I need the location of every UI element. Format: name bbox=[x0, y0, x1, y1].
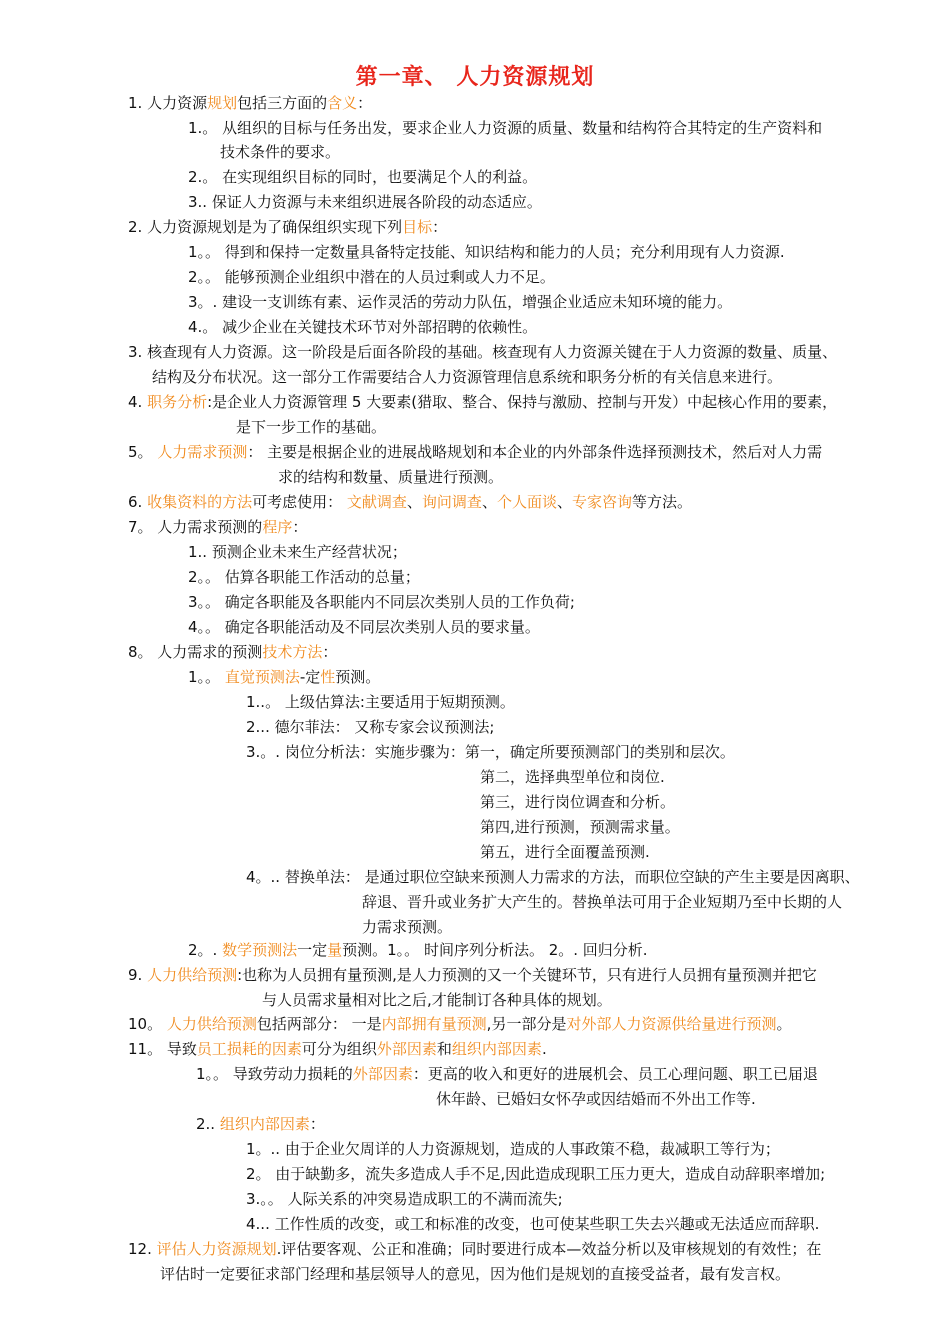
text-segment: 辞退、晋升或业务扩大产生的。替换单法可用于企业短期乃至中长期的人 bbox=[362, 893, 843, 911]
text-line bbox=[188, 667, 380, 687]
highlighted-term: 内部拥有量预测 bbox=[381, 1015, 487, 1033]
text-line bbox=[128, 442, 822, 462]
highlighted-term: 专家咨询 bbox=[571, 493, 632, 511]
text-segment: .评估要客观、公正和准确；同时要进行成本—效益分析以及审核规划的有效性；在 bbox=[276, 1240, 822, 1258]
text-segment: ： bbox=[432, 218, 448, 236]
text-segment: 预测。 bbox=[335, 668, 381, 686]
text-segment: 、 bbox=[406, 493, 422, 511]
text-line bbox=[152, 367, 782, 387]
text-segment: 等方法。 bbox=[632, 493, 693, 511]
text-segment: ：更高的收入和更好的进展机会、员工心理问题、职工已届退 bbox=[412, 1065, 818, 1083]
text-segment: 第五，进行全面覆盖预测. bbox=[480, 843, 650, 861]
text-segment: 包括两部分： 一是 bbox=[256, 1015, 382, 1033]
highlighted-term: 目标 bbox=[402, 218, 433, 236]
highlighted-term: 含义 bbox=[327, 94, 358, 112]
highlighted-term: 组织内部因素 bbox=[451, 1040, 542, 1058]
text-line bbox=[128, 965, 817, 985]
text-segment: 第四,进行预测，预测需求量。 bbox=[480, 818, 680, 836]
text-segment: 9. bbox=[128, 966, 148, 984]
highlighted-term: 人力供给预测 bbox=[166, 1015, 257, 1033]
text-segment: 技术条件的要求。 bbox=[220, 143, 341, 161]
highlighted-term: 职务分析 bbox=[147, 393, 208, 411]
text-line bbox=[246, 1164, 825, 1184]
text-line bbox=[278, 467, 503, 487]
text-segment: 可考虑使用： bbox=[252, 493, 347, 511]
text-segment: 2。。 估算各职能工作活动的总量； bbox=[188, 568, 420, 586]
text-segment: ,另一部分是 bbox=[486, 1015, 567, 1033]
text-segment: 10。 bbox=[128, 1015, 167, 1033]
text-segment: ： bbox=[309, 1115, 325, 1133]
text-segment: 评估时一定要征求部门经理和基层领导人的意见，因为他们是规划的直接受益者，最有发言权。 bbox=[160, 1265, 791, 1283]
text-segment: 1..。 上级估算法:主要适用于短期预测。 bbox=[246, 693, 515, 711]
text-segment: 2。 由于缺勤多，流失多造成人手不足,因此造成现职工压力更大，造成自动辞职率增加; bbox=[246, 1165, 826, 1183]
text-line bbox=[480, 767, 665, 787]
text-segment: ： bbox=[292, 518, 308, 536]
highlighted-term: 规划 bbox=[207, 94, 238, 112]
text-line bbox=[246, 1189, 563, 1209]
text-segment: 1。。 导致劳动力损耗的 bbox=[196, 1065, 353, 1083]
highlighted-term: 文献调查 bbox=[346, 493, 407, 511]
text-line bbox=[128, 93, 372, 113]
text-line bbox=[480, 817, 680, 837]
text-segment: 6. bbox=[128, 493, 148, 511]
text-segment: 4。。 确定各职能活动及不同层次类别人员的要求量。 bbox=[188, 618, 540, 636]
text-line bbox=[188, 617, 540, 637]
text-line bbox=[188, 267, 555, 287]
text-segment: 力需求预测。 bbox=[362, 918, 453, 936]
text-segment: 结构及分布状况。这一部分工作需要结合人力资源管理信息系统和职务分析的有关信息来进行。 bbox=[152, 368, 783, 386]
text-line bbox=[160, 1264, 790, 1284]
text-line bbox=[188, 118, 822, 138]
text-segment: 2. 人力资源规划是为了确保组织实现下列 bbox=[128, 218, 403, 236]
text-segment: 第二，选择典型单位和岗位. bbox=[480, 768, 665, 786]
highlighted-term: 性 bbox=[320, 668, 336, 686]
text-segment: :是企业人力资源管理 5 大要素(猎取、整合、保持与激励、控制与开发）中起核心作用的要素， bbox=[207, 393, 838, 411]
text-segment: :也称为人员拥有量预测,是人力预测的又一个关键环节，只有进行人员拥有量预测并把它 bbox=[237, 966, 817, 984]
text-segment: 、 bbox=[481, 493, 497, 511]
text-line bbox=[188, 317, 537, 337]
highlighted-term: 收集资料的方法 bbox=[147, 493, 253, 511]
highlighted-term: 员工损耗的因素 bbox=[196, 1040, 302, 1058]
text-segment: 8。 人力需求的预测 bbox=[128, 643, 263, 661]
text-segment: 与人员需求量相对比之后,才能制订各种具体的规划。 bbox=[262, 991, 612, 1009]
text-line bbox=[188, 292, 732, 312]
highlighted-term: 数学预测法 bbox=[222, 941, 298, 959]
highlighted-term: 组织内部因素 bbox=[219, 1115, 310, 1133]
text-segment: -定 bbox=[299, 668, 321, 686]
text-line bbox=[188, 567, 420, 587]
highlighted-term: 对外部人力资源供给量进行预测 bbox=[566, 1015, 777, 1033]
text-line bbox=[128, 1039, 547, 1059]
text-line bbox=[246, 1214, 819, 1234]
text-line bbox=[246, 742, 735, 762]
text-segment: 3.。. 岗位分析法：实施步骤为：第一，确定所要预测部门的类别和层次。 bbox=[246, 743, 735, 761]
text-segment: 3。. 建设一支训练有素、运作灵活的劳动力队伍，增强企业适应未知环境的能力。 bbox=[188, 293, 733, 311]
text-line bbox=[246, 717, 494, 737]
text-line bbox=[236, 417, 386, 437]
highlighted-term: 外部因素 bbox=[352, 1065, 413, 1083]
highlighted-term: 个人面谈 bbox=[496, 493, 557, 511]
text-line bbox=[188, 192, 542, 212]
text-segment: 。 bbox=[776, 1015, 792, 1033]
text-line bbox=[220, 142, 340, 162]
text-segment: 、 bbox=[556, 493, 572, 511]
text-segment: 1。。 bbox=[188, 668, 225, 686]
text-line bbox=[188, 592, 575, 612]
text-segment: 3.。。 人际关系的冲突易造成职工的不满而流失; bbox=[246, 1190, 563, 1208]
text-segment: 4. bbox=[128, 393, 148, 411]
text-segment: 3.. 保证人力资源与未来组织进展各阶段的动态适应。 bbox=[188, 193, 542, 211]
text-segment: 可分为组织 bbox=[301, 1040, 377, 1058]
text-line bbox=[246, 692, 515, 712]
highlighted-term: 人力需求预测 bbox=[157, 443, 248, 461]
text-segment: 2... 德尔菲法： 又称专家会议预测法; bbox=[246, 718, 495, 736]
text-segment: 4... 工作性质的改变，或工和标准的改变，也可使某些职工失去兴趣或无法适应而辞职. bbox=[246, 1215, 820, 1233]
text-line bbox=[128, 1239, 821, 1259]
text-segment: 是下一步工作的基础。 bbox=[236, 418, 387, 436]
text-line bbox=[188, 940, 648, 960]
text-line bbox=[188, 242, 785, 262]
text-segment: 7。 人力需求预测的 bbox=[128, 518, 263, 536]
text-line bbox=[128, 217, 447, 237]
text-segment: 预测。1。。 时间序列分析法。 2。. 回归分析. bbox=[342, 941, 648, 959]
text-segment: 2.。 在实现组织目标的同时，也要满足个人的利益。 bbox=[188, 168, 538, 186]
highlighted-term: 人力供给预测 bbox=[147, 966, 238, 984]
text-segment: 2。。 能够预测企业组织中潜在的人员过剩或人力不足。 bbox=[188, 268, 555, 286]
text-line bbox=[262, 990, 612, 1010]
text-segment: 3. 核查现有人力资源。这一阶段是后面各阶段的基础。核查现有人力资源关键在于人力资源的数量、质量、 bbox=[128, 343, 838, 361]
text-segment: 2。. bbox=[188, 941, 223, 959]
text-segment: . bbox=[541, 1040, 547, 1058]
highlighted-term: 程序 bbox=[262, 518, 293, 536]
text-segment: 2.. bbox=[196, 1115, 220, 1133]
text-line bbox=[362, 892, 842, 912]
text-line bbox=[362, 917, 452, 937]
text-segment: 11。 导致 bbox=[128, 1040, 197, 1058]
text-segment: ： bbox=[322, 643, 338, 661]
text-line bbox=[196, 1114, 325, 1134]
text-line bbox=[246, 867, 860, 887]
text-segment: 和 bbox=[436, 1040, 452, 1058]
text-line bbox=[480, 792, 675, 812]
highlighted-term: 询问调查 bbox=[421, 493, 482, 511]
text-line bbox=[128, 642, 337, 662]
highlighted-term: 评估人力资源规划 bbox=[156, 1240, 277, 1258]
text-line bbox=[480, 842, 650, 862]
text-segment: 12. bbox=[128, 1240, 157, 1258]
text-line bbox=[188, 542, 407, 562]
text-segment: 求的结构和数量、质量进行预测。 bbox=[278, 468, 504, 486]
chapter-title: 第一章、 人力资源规划 bbox=[355, 65, 595, 90]
text-segment: 4.。 减少企业在关键技术环节对外部招聘的依赖性。 bbox=[188, 318, 538, 336]
text-line bbox=[128, 1014, 791, 1034]
text-line bbox=[128, 342, 837, 362]
text-segment: 5。 bbox=[128, 443, 158, 461]
text-line bbox=[196, 1064, 818, 1084]
text-segment: ： bbox=[357, 94, 373, 112]
text-segment: 第三，进行岗位调查和分析。 bbox=[480, 793, 676, 811]
text-segment: ： 主要是根据企业的进展战略规划和本企业的内外部条件选择预测技术，然后对人力需 bbox=[247, 443, 823, 461]
text-segment: 休年龄、已婚妇女怀孕或因结婚而不外出工作等. bbox=[436, 1090, 756, 1108]
text-line bbox=[128, 392, 837, 412]
text-line bbox=[128, 492, 692, 512]
text-line bbox=[436, 1089, 756, 1109]
text-segment: 1。。 得到和保持一定数量具备特定技能、知识结构和能力的人员；充分利用现有人力资源. bbox=[188, 243, 785, 261]
highlighted-term: 量 bbox=[327, 941, 343, 959]
text-segment: 1。.. 由于企业欠周详的人力资源规划，造成的人事政策不稳，裁减职工等行为； bbox=[246, 1140, 780, 1158]
highlighted-term: 技术方法 bbox=[262, 643, 323, 661]
text-line bbox=[188, 167, 537, 187]
text-segment: 3。。 确定各职能及各职能内不同层次类别人员的工作负荷; bbox=[188, 593, 575, 611]
text-line bbox=[128, 517, 307, 537]
text-segment: 1. 人力资源 bbox=[128, 94, 208, 112]
text-segment: 包括三方面的 bbox=[237, 94, 328, 112]
text-segment: 一定 bbox=[297, 941, 328, 959]
text-segment: 1.。 从组织的目标与任务出发，要求企业人力资源的质量、数量和结构符合其特定的生产资料和 bbox=[188, 119, 823, 137]
text-segment: 1.. 预测企业未来生产经营状况； bbox=[188, 543, 407, 561]
highlighted-term: 外部因素 bbox=[376, 1040, 437, 1058]
highlighted-term: 直觉预测法 bbox=[224, 668, 300, 686]
text-segment: 4。.. 替换单法： 是通过职位空缺来预测人力需求的方法，而职位空缺的产生主要是因离职、 bbox=[246, 868, 860, 886]
text-line bbox=[246, 1139, 780, 1159]
